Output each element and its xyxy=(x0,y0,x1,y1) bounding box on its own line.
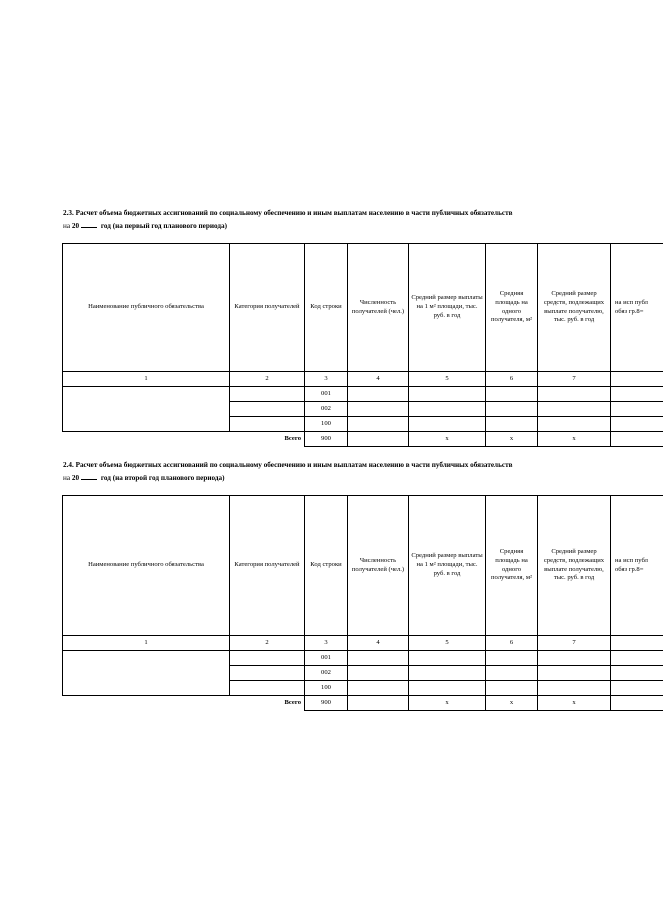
obligation-name-cell[interactable] xyxy=(63,651,230,696)
col-number: 5 xyxy=(409,636,486,651)
col-number: 7 xyxy=(538,372,611,387)
table-row xyxy=(63,387,663,402)
col-number: 6 xyxy=(486,636,538,651)
data-cell[interactable] xyxy=(611,651,663,666)
col-number: 1 xyxy=(63,372,230,387)
header-obligation-name: Наименование публичного обязательства xyxy=(63,244,230,372)
year-blank xyxy=(81,221,97,228)
col-number: 6 xyxy=(486,372,538,387)
header-recipient-count: Численность получателей (чел.) xyxy=(348,244,409,372)
col-number: 3 xyxy=(305,372,348,387)
data-cell[interactable] xyxy=(538,417,611,432)
data-cell[interactable] xyxy=(486,417,538,432)
data-cell[interactable] xyxy=(538,402,611,417)
row-code: 002 xyxy=(305,666,348,681)
header-row xyxy=(63,496,663,636)
data-cell[interactable] xyxy=(486,402,538,417)
header-avg-area: Средняя площадь на одного получателя, м² xyxy=(486,496,538,636)
obligation-name-cell[interactable] xyxy=(63,387,230,432)
header-row xyxy=(63,244,663,372)
category-cell[interactable] xyxy=(230,387,305,402)
data-cell[interactable] xyxy=(538,681,611,696)
subtitle-prefix: на xyxy=(63,222,71,230)
data-cell[interactable] xyxy=(611,387,663,402)
data-cell[interactable] xyxy=(538,666,611,681)
data-cell[interactable] xyxy=(409,402,486,417)
col-number: 2 xyxy=(230,372,305,387)
row-code: 100 xyxy=(305,417,348,432)
data-cell[interactable] xyxy=(348,651,409,666)
header-avg-funds: Средний размер средств, подлежащих выплате получателю, тыс. руб. в год xyxy=(538,244,611,372)
total-row xyxy=(63,696,663,711)
column-number-row xyxy=(63,636,663,651)
header-row-code: Код строки xyxy=(305,244,348,372)
data-cell[interactable] xyxy=(348,387,409,402)
data-cell[interactable] xyxy=(409,417,486,432)
row-code: 001 xyxy=(305,651,348,666)
table-row xyxy=(63,651,663,666)
section-subtitle xyxy=(63,221,227,230)
x-mark: x xyxy=(538,432,611,447)
total-cell[interactable] xyxy=(348,432,409,447)
header-avg-payment: Средний размер выплаты на 1 м² площади, тыс. руб. в год xyxy=(409,244,486,372)
header-execution: на исп публ обяз гр.8= xyxy=(611,496,663,636)
subtitle-year: 20 xyxy=(71,474,80,482)
total-row xyxy=(63,432,663,447)
header-recipient-category: Категория получателей xyxy=(230,244,305,372)
data-cell[interactable] xyxy=(348,402,409,417)
total-cell[interactable] xyxy=(611,696,663,711)
col-number xyxy=(611,372,663,387)
x-mark: x xyxy=(409,696,486,711)
header-avg-area: Средняя площадь на одного получателя, м² xyxy=(486,244,538,372)
col-number: 1 xyxy=(63,636,230,651)
col-number: 7 xyxy=(538,636,611,651)
data-cell[interactable] xyxy=(486,387,538,402)
x-mark: x xyxy=(538,696,611,711)
total-cell[interactable] xyxy=(348,696,409,711)
col-number: 3 xyxy=(305,636,348,651)
data-cell[interactable] xyxy=(611,402,663,417)
header-row-code: Код строки xyxy=(305,496,348,636)
subtitle-year: 20 xyxy=(71,222,80,230)
data-cell[interactable] xyxy=(611,681,663,696)
category-cell[interactable] xyxy=(230,402,305,417)
x-mark: x xyxy=(486,432,538,447)
col-number: 4 xyxy=(348,372,409,387)
x-mark: x xyxy=(486,696,538,711)
data-cell[interactable] xyxy=(486,651,538,666)
section-subtitle xyxy=(63,473,225,482)
row-code: 001 xyxy=(305,387,348,402)
total-code: 900 xyxy=(305,432,348,447)
calculation-table xyxy=(62,243,663,447)
header-avg-payment: Средний размер выплаты на 1 м² площади, тыс. руб. в год xyxy=(409,496,486,636)
total-label: Всего xyxy=(284,434,301,442)
header-obligation-name: Наименование публичного обязательства xyxy=(63,496,230,636)
column-number-row xyxy=(63,372,663,387)
data-cell[interactable] xyxy=(409,387,486,402)
col-number: 4 xyxy=(348,636,409,651)
data-cell[interactable] xyxy=(348,417,409,432)
data-cell[interactable] xyxy=(348,666,409,681)
header-execution: на исп публ обяз гр.8= xyxy=(611,244,663,372)
data-cell[interactable] xyxy=(538,651,611,666)
subtitle-prefix: на xyxy=(63,474,71,482)
subtitle-suffix: год (на второй год планового периода) xyxy=(100,474,225,482)
header-recipient-category: Категория получателей xyxy=(230,496,305,636)
total-label: Всего xyxy=(284,698,301,706)
year-blank xyxy=(81,473,97,480)
header-avg-funds: Средний размер средств, подлежащих выплате получателю, тыс. руб. в год xyxy=(538,496,611,636)
x-mark: x xyxy=(409,432,486,447)
data-cell[interactable] xyxy=(409,666,486,681)
data-cell[interactable] xyxy=(486,681,538,696)
data-cell[interactable] xyxy=(611,666,663,681)
category-cell[interactable] xyxy=(230,651,305,666)
col-number: 2 xyxy=(230,636,305,651)
category-cell[interactable] xyxy=(230,666,305,681)
row-code: 002 xyxy=(305,402,348,417)
total-cell[interactable] xyxy=(611,432,663,447)
data-cell[interactable] xyxy=(409,681,486,696)
data-cell[interactable] xyxy=(348,681,409,696)
row-code: 100 xyxy=(305,681,348,696)
section-title: 2.4. Расчет объема бюджетных ассигнований по социальному обеспечению и иным выплатам населению в части публичных обязательств xyxy=(63,461,513,469)
col-number: 5 xyxy=(409,372,486,387)
data-cell[interactable] xyxy=(611,417,663,432)
data-cell[interactable] xyxy=(486,666,538,681)
data-cell[interactable] xyxy=(409,651,486,666)
data-cell[interactable] xyxy=(538,387,611,402)
subtitle-suffix: год (на первый год планового периода) xyxy=(100,222,228,230)
col-number xyxy=(611,636,663,651)
section-title: 2.3. Расчет объема бюджетных ассигнований по социальному обеспечению и иным выплатам населению в части публичных обязательств xyxy=(63,209,513,217)
header-recipient-count: Численность получателей (чел.) xyxy=(348,496,409,636)
total-code: 900 xyxy=(305,696,348,711)
calculation-table xyxy=(62,495,663,711)
category-cell[interactable] xyxy=(230,417,305,432)
category-cell[interactable] xyxy=(230,681,305,696)
